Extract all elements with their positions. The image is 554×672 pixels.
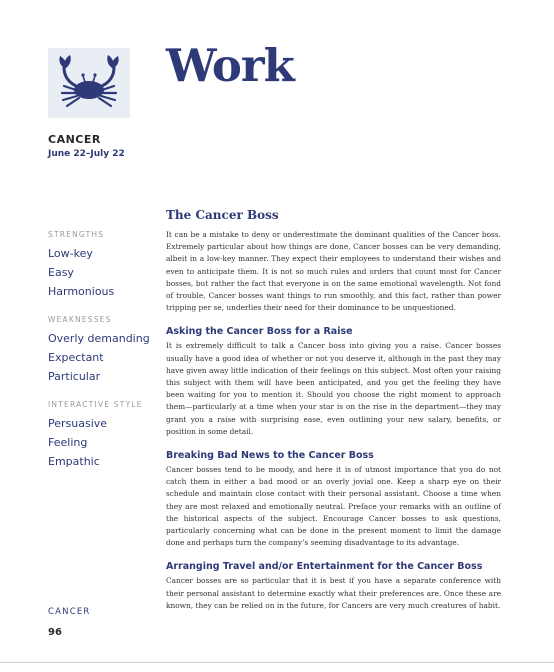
subsection-heading: Asking the Cancer Boss for a Raise xyxy=(166,326,353,338)
trait-item: Feeling xyxy=(48,436,88,449)
subsection-heading: Breaking Bad News to the Cancer Boss xyxy=(166,450,374,462)
intro-paragraph: It can be a mistake to deny or underestimate the dominant qualities of the Cancer boss. Extremely particular about how things are done, Cancer bosses can be very demanding, albeit in a low-key manner. They expect their employees to understand their wishes and even to anticipate them. It is not so much rules and orders that count most for Cancer bosses, but rather the fact that everyone is on the same emotional wavelength. Not fond of trouble, Cancer bosses want things to run smoothly, and this fact, rather than power tripping per se, underlies their need for their dominance to be unquestioned. xyxy=(166,230,501,313)
interactive-style-heading: INTERACTIVE STYLE xyxy=(48,400,143,409)
page-number: 96 xyxy=(48,627,62,638)
page-divider xyxy=(0,662,554,663)
strengths-heading: STRENGTHS xyxy=(48,230,105,239)
sign-dates: June 22–July 22 xyxy=(48,149,125,159)
interactive-style-group xyxy=(48,400,158,471)
page-title: Work xyxy=(166,39,294,92)
trait-item: Overly demanding xyxy=(48,332,150,345)
crab-icon xyxy=(48,48,130,118)
footer-sign-label: CANCER xyxy=(48,607,91,617)
trait-item: Harmonious xyxy=(48,285,115,298)
zodiac-emblem xyxy=(48,48,130,118)
subsection-heading: Arranging Travel and/or Entertainment for the Cancer Boss xyxy=(166,561,483,573)
traits-sidebar xyxy=(48,230,158,485)
trait-item: Low-key xyxy=(48,247,93,260)
trait-item: Persuasive xyxy=(48,417,108,430)
weaknesses-group xyxy=(48,315,158,386)
main-content xyxy=(166,208,501,612)
strengths-group xyxy=(48,230,158,301)
trait-item: Particular xyxy=(48,370,101,383)
subsection-paragraph: Cancer bosses are so particular that it is best if you have a separate conference with their personal assistant to determine exactly what their preferences are. Once these are known, they can be relied on in the future, for Cancers are very much creatures of habit. xyxy=(166,576,501,610)
weaknesses-heading: WEAKNESSES xyxy=(48,315,112,324)
trait-item: Easy xyxy=(48,266,74,279)
subsection-paragraph: Cancer bosses tend to be moody, and here it is of utmost importance that you do not catch them in either a bad mood or an overly jovial one. Keep a sharp eye on their schedule and maintain close contact with their personal assistant. Choose a time when they are most relaxed and emotionally neutral. Preface your remarks with an outline of the historical aspects of the subject. Encourage Cancer bosses to ask questions, particularly concerning what can be done in the present moment to limit the damage done and perhaps turn the company’s seeming disadvantage to its advantage. xyxy=(166,465,501,548)
trait-item: Expectant xyxy=(48,351,104,364)
section-heading: The Cancer Boss xyxy=(166,208,279,222)
sign-name: CANCER xyxy=(48,133,101,146)
subsection-paragraph: It is extremely difficult to talk a Cancer boss into giving you a raise. Cancer bosses usually have a good idea of whether or not you deserve it, although in the past they may have given away little indication of their feelings on this subject. Most often your raising this subject with them will have been anticipated, and you get the feeling they have been waiting for you to mention it. Should you choose the right moment to approach them—particularly at a time when your star is on the rise in the department—they may grant you a raise with surprising ease, even outlining your new salary, benefits, or position in some detail. xyxy=(166,341,501,436)
trait-item: Empathic xyxy=(48,455,100,468)
